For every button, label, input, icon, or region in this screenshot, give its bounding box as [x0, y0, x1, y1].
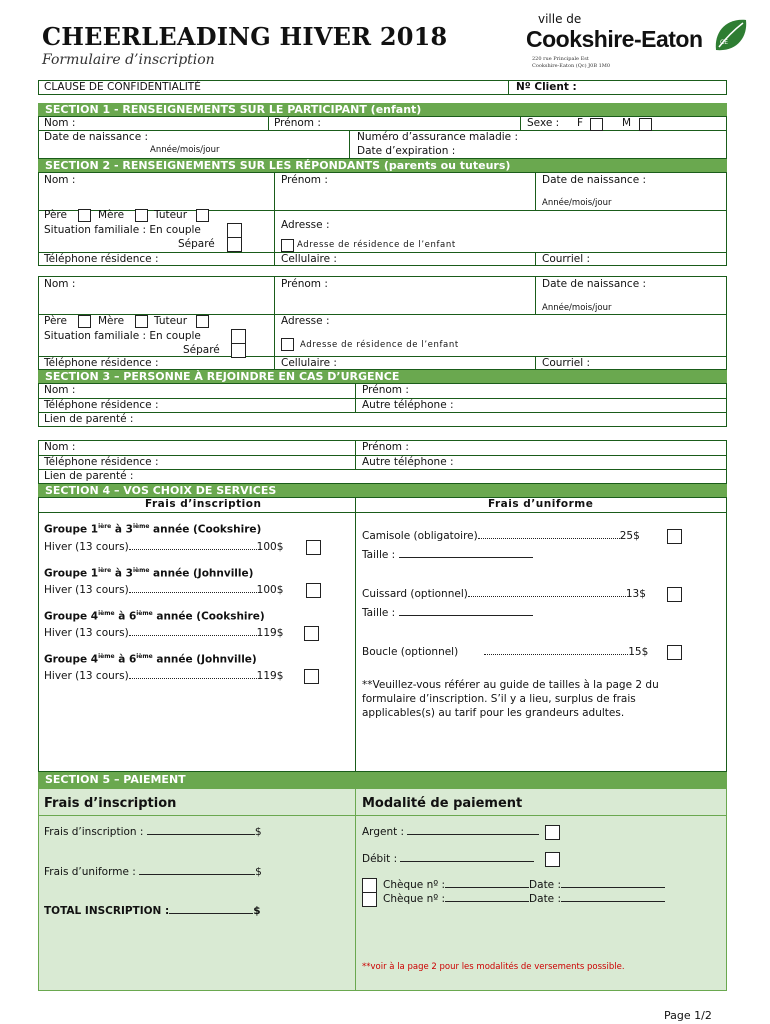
sexe-f-checkbox[interactable]	[590, 118, 603, 131]
p2-tuteur-label: Tuteur	[154, 315, 188, 327]
c2-lien-label[interactable]: Lien de parenté :	[44, 470, 134, 482]
p1-adresse-label[interactable]: Adresse :	[281, 219, 330, 231]
frais-inscription-col-header: Frais d’inscription	[145, 498, 262, 510]
payment-left-head: Frais d’inscription	[44, 796, 177, 811]
p1-cell-label[interactable]: Cellulaire :	[281, 253, 337, 265]
p2-separe-checkbox[interactable]	[231, 343, 246, 358]
group-3-checkbox[interactable]	[304, 626, 319, 641]
page-number: Page 1/2	[664, 1009, 712, 1022]
form-title: CHEERLEADING HIVER 2018	[42, 22, 448, 51]
p2-pere-label: Père	[44, 315, 67, 327]
group-4-checkbox[interactable]	[304, 669, 319, 684]
cuissard-checkbox[interactable]	[667, 587, 682, 602]
brand-address: 220 rue Principale Est Cookshire-Eaton (Qc) J0B 1M0	[532, 56, 611, 69]
p1-nom-label[interactable]: Nom :	[44, 174, 76, 186]
p2-ddn-label[interactable]: Date de naissance :	[542, 278, 647, 290]
p2-prenom-label[interactable]: Prénom :	[281, 278, 328, 290]
total-inscription-field[interactable]: TOTAL INSCRIPTION : $	[44, 905, 261, 917]
p2-courriel-label[interactable]: Courriel :	[542, 357, 591, 369]
s1-sexe-label: Sexe :	[527, 117, 560, 129]
s1-f-label: F	[577, 117, 584, 129]
cuissard-taille[interactable]: Taille :	[362, 607, 533, 619]
s1-nom-label[interactable]: Nom :	[44, 117, 76, 129]
p1-separe-label: Séparé	[178, 238, 215, 250]
section-1-header: SECTION 1 - RENSEIGNEMENTS SUR LE PARTICIPANT (enfant)	[38, 103, 727, 116]
boucle-line: Boucle (optionnel) 15$	[362, 646, 649, 658]
p2-en-couple-checkbox[interactable]	[231, 329, 246, 344]
p2-situation-label: Situation familiale : En couple	[44, 330, 201, 342]
group-4-title: Groupe 4ième à 6ième année (Johnville)	[44, 653, 257, 666]
p2-adresse-enfant-checkbox[interactable]	[281, 338, 294, 351]
c1-prenom-label[interactable]: Prénom :	[362, 384, 409, 396]
p1-situation-label: Situation familiale : En couple	[44, 224, 201, 236]
c2-autre-tel-label[interactable]: Autre téléphone :	[362, 456, 454, 468]
p1-mere-label: Mère	[98, 209, 125, 221]
section-5-header: SECTION 5 – PAIEMENT	[38, 772, 727, 788]
p2-pere-checkbox[interactable]	[78, 315, 91, 328]
cheque-2-checkbox[interactable]	[362, 892, 377, 907]
s1-nas-label[interactable]: Numéro d’assurance maladie :	[357, 131, 518, 143]
p2-adresse-label[interactable]: Adresse :	[281, 315, 330, 327]
p1-separe-checkbox[interactable]	[227, 237, 242, 252]
c1-tel-label[interactable]: Téléphone résidence :	[44, 399, 159, 411]
c1-lien-label[interactable]: Lien de parenté :	[44, 413, 134, 425]
c2-tel-label[interactable]: Téléphone résidence :	[44, 456, 159, 468]
p1-adresse-enfant-checkbox[interactable]	[281, 239, 294, 252]
p1-ddn-label[interactable]: Date de naissance :	[542, 174, 647, 186]
p1-pere-checkbox[interactable]	[78, 209, 91, 222]
s1-exp-label[interactable]: Date d’expiration :	[357, 145, 456, 157]
debit-checkbox[interactable]	[545, 852, 560, 867]
group-1-line: Hiver (13 cours) 100$	[44, 541, 284, 553]
p1-adresse-enfant-label: Adresse de résidence de l’enfant	[297, 240, 456, 250]
p1-tel-label[interactable]: Téléphone résidence :	[44, 253, 159, 265]
section-4-header: SECTION 4 – VOS CHOIX DE SERVICES	[38, 484, 727, 497]
payment-note: **voir à la page 2 pour les modalités de versements possible.	[362, 962, 625, 972]
group-4-line: Hiver (13 cours) 119$	[44, 670, 284, 682]
p2-mere-label: Mère	[98, 315, 125, 327]
argent-field[interactable]: Argent :	[362, 826, 539, 838]
svg-text:CE: CE	[720, 39, 728, 46]
c2-nom-label[interactable]: Nom :	[44, 441, 76, 453]
group-2-checkbox[interactable]	[306, 583, 321, 598]
camisole-line: Camisole (obligatoire) 25$	[362, 530, 640, 542]
payment-right-head: Modalité de paiement	[362, 796, 523, 811]
boucle-checkbox[interactable]	[667, 645, 682, 660]
p1-prenom-label[interactable]: Prénom :	[281, 174, 328, 186]
p2-date-format: Année/mois/jour	[542, 303, 612, 313]
sexe-m-checkbox[interactable]	[639, 118, 652, 131]
group-2-title: Groupe $1^{ière}$ à 3ième année (Johnville)	[44, 567, 254, 580]
frais-inscription-field[interactable]: Frais d’inscription : $	[44, 826, 262, 838]
brand-prefix: ville de	[538, 12, 582, 26]
frais-uniforme-field[interactable]: Frais d’uniforme : $	[44, 866, 262, 878]
cheque-1-field[interactable]: Chèque nº : Date :	[383, 879, 665, 891]
debit-field[interactable]: Débit :	[362, 853, 534, 865]
section-3-header: SECTION 3 – PERSONNE À REJOINDRE EN CAS D’URGENCE	[38, 370, 727, 383]
group-1-title: Groupe $1^{ière}$ à 3ième année (Cookshire)	[44, 523, 262, 536]
camisole-taille[interactable]: Taille :	[362, 549, 533, 561]
p2-tel-label[interactable]: Téléphone résidence :	[44, 357, 159, 369]
s1-m-label: M	[622, 117, 632, 129]
s1-ddn-label[interactable]: Date de naissance :	[44, 131, 149, 143]
client-number-label[interactable]: Nº Client :	[516, 81, 577, 93]
c1-nom-label[interactable]: Nom :	[44, 384, 76, 396]
p1-mere-checkbox[interactable]	[135, 209, 148, 222]
c2-prenom-label[interactable]: Prénom :	[362, 441, 409, 453]
p1-pere-label: Père	[44, 209, 67, 221]
p2-mere-checkbox[interactable]	[135, 315, 148, 328]
s1-date-format: Année/mois/jour	[150, 145, 220, 155]
s1-prenom-label[interactable]: Prénom :	[274, 117, 321, 129]
p1-en-couple-checkbox[interactable]	[227, 223, 242, 238]
p2-nom-label[interactable]: Nom :	[44, 278, 76, 290]
confidentiality-clause: CLAUSE DE CONFIDENTIALITÉ	[44, 81, 201, 93]
group-2-line: Hiver (13 cours) 100$	[44, 584, 284, 596]
p1-tuteur-checkbox[interactable]	[196, 209, 209, 222]
leaf-logo-icon	[710, 14, 752, 56]
p2-tuteur-checkbox[interactable]	[196, 315, 209, 328]
cheque-2-field[interactable]: Chèque nº : Date :	[383, 893, 665, 905]
group-3-title: Groupe 4ième à 6ième année (Cookshire)	[44, 610, 265, 623]
p1-date-format: Année/mois/jour	[542, 198, 612, 208]
argent-checkbox[interactable]	[545, 825, 560, 840]
frais-uniforme-col-header: Frais d’uniforme	[488, 498, 594, 510]
group-3-line: Hiver (13 cours) 119$	[44, 627, 284, 639]
taille-note: **Veuillez-vous référer au guide de tailles à la page 2 du formulaire d’inscription. S’il y a lieu, surplus de frais applicables(s) au tarif pour les grandeurs adultes.	[362, 679, 659, 719]
form-subtitle: Formulaire d’inscription	[42, 52, 215, 68]
brand-name: Cookshire-Eaton	[526, 26, 703, 52]
p2-adresse-enfant-label: Adresse de résidence de l’enfant	[300, 340, 459, 350]
c1-autre-tel-label[interactable]: Autre téléphone :	[362, 399, 454, 411]
cheque-1-checkbox[interactable]	[362, 878, 377, 893]
p2-separe-label: Séparé	[183, 344, 220, 356]
camisole-checkbox[interactable]	[667, 529, 682, 544]
group-1-checkbox[interactable]	[306, 540, 321, 555]
p1-courriel-label[interactable]: Courriel :	[542, 253, 591, 265]
section-2-header: SECTION 2 - RENSEIGNEMENTS SUR LES RÉPONDANTS (parents ou tuteurs)	[38, 159, 727, 172]
p2-cell-label[interactable]: Cellulaire :	[281, 357, 337, 369]
cuissard-line: Cuissard (optionnel) 13$	[362, 588, 646, 600]
p1-tuteur-label: Tuteur	[154, 209, 188, 221]
